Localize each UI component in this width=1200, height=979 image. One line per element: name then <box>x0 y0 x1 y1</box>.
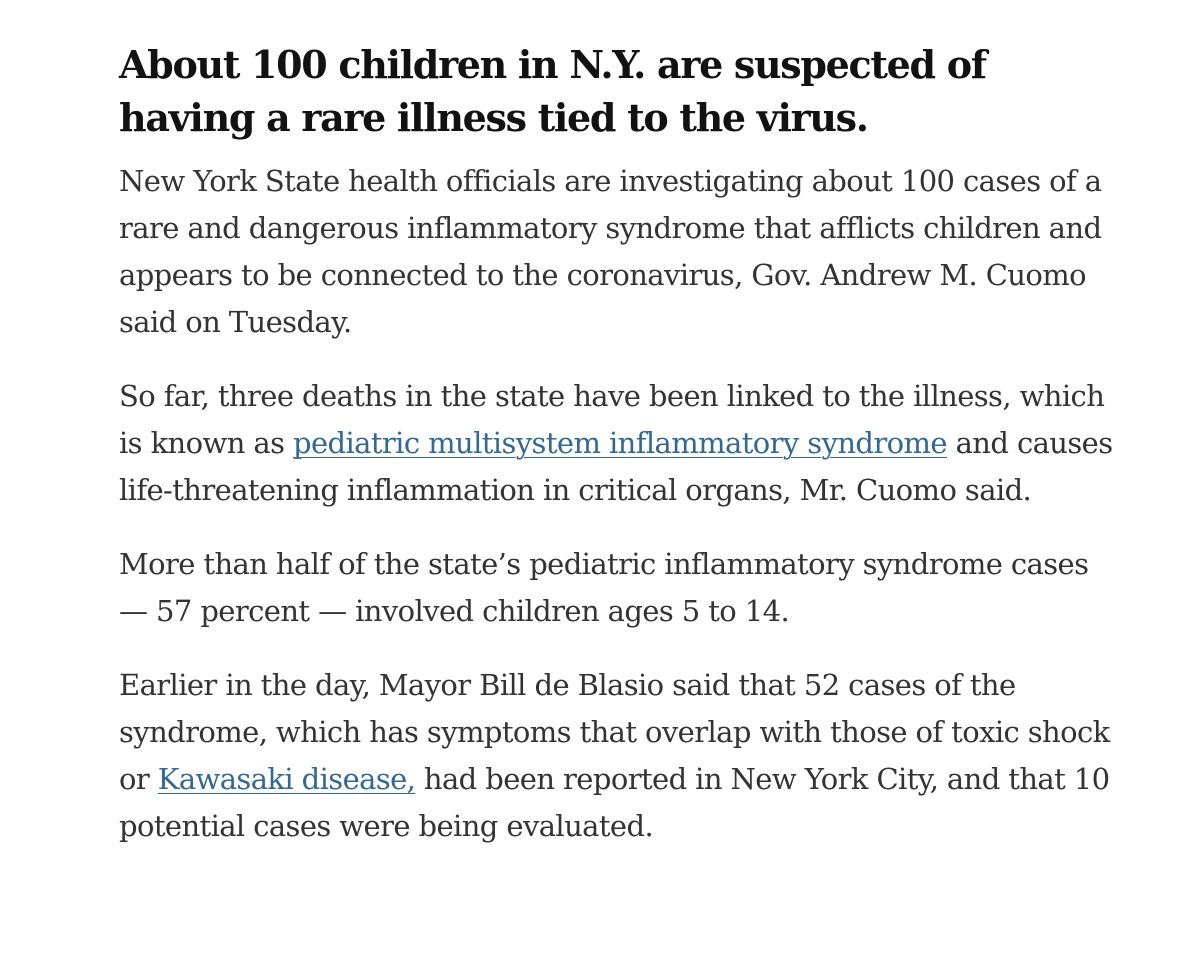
paragraph-3 <box>119 541 1119 635</box>
paragraph-2-text-after: and causes life-threatening inflammation in critical organs, Mr. Cuomo said. <box>119 426 1113 507</box>
paragraph-4 <box>119 662 1119 850</box>
article-headline: About 100 children in N.Y. are suspected of having a rare illness tied to the virus. <box>119 42 986 140</box>
article <box>119 38 1119 877</box>
paragraph-1 <box>119 158 1119 346</box>
pediatric-syndrome-link[interactable]: pediatric multisystem inflammatory syndrome <box>293 426 947 460</box>
paragraph-4-text-after: had been reported in New York City, and that 10 potential cases were being evaluated. <box>119 762 1110 843</box>
paragraph-2 <box>119 373 1119 514</box>
paragraph-2-text-before: So far, three deaths in the state have been linked to the illness, which is known as <box>119 379 1105 460</box>
paragraph-1-text: New York State health officials are investigating about 100 cases of a rare and dangerous inflammatory syndrome that afflicts children and appears to be connected to the coronavirus, Gov. Andrew M. Cuomo said on Tuesday. <box>119 164 1102 339</box>
paragraph-3-text: More than half of the state’s pediatric inflammatory syndrome cases — 57 percent — involved children ages 5 to 14. <box>119 547 1089 628</box>
kawasaki-disease-link[interactable]: Kawasaki disease, <box>157 762 416 796</box>
paragraph-4-text-before: Earlier in the day, Mayor Bill de Blasio said that 52 cases of the syndrome, which has symptoms that overlap with those of toxic shock or <box>119 668 1110 796</box>
